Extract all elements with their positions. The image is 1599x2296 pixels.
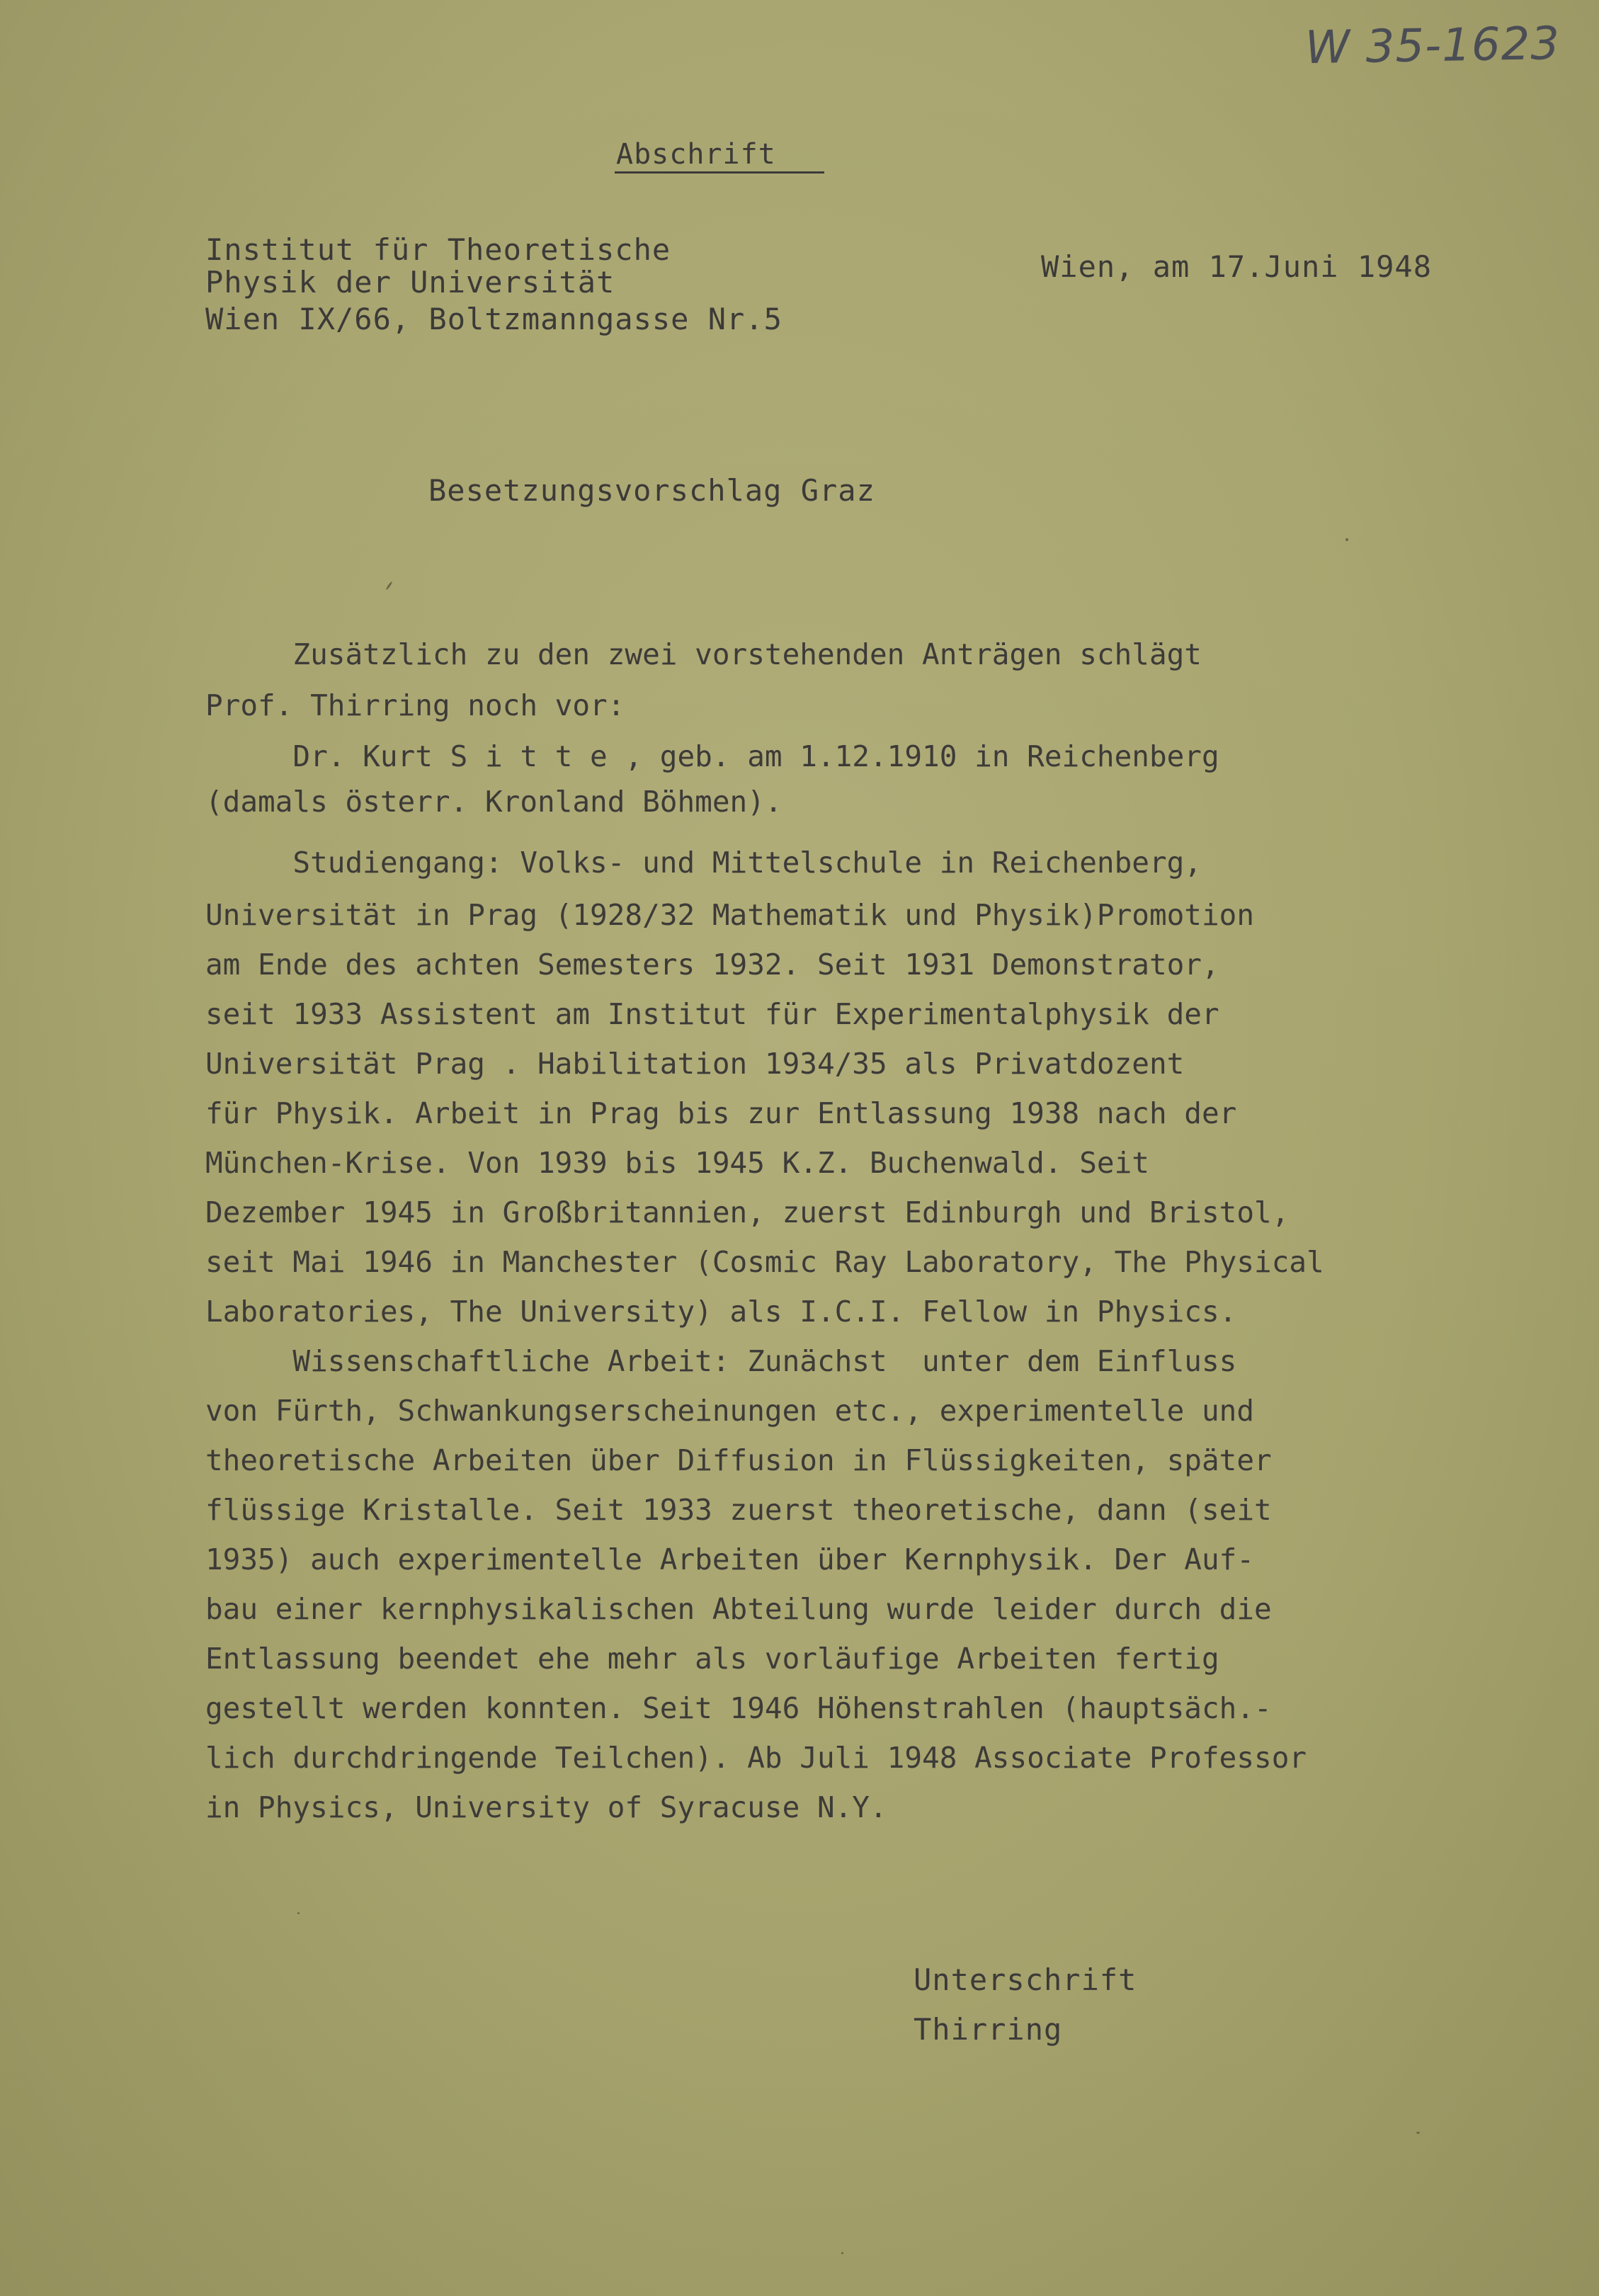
body-line: München-Krise. Von 1939 bis 1945 K.Z. Buchenwald. Seit	[205, 1146, 1149, 1180]
body-line: theoretische Arbeiten über Diffusion in Flüssigkeiten, später	[205, 1443, 1272, 1477]
body-line: (damals österr. Kronland Böhmen).	[205, 785, 783, 819]
signature-name: Thirring	[914, 2012, 1063, 2047]
body-line: Universität Prag . Habilitation 1934/35 als Privatdozent	[205, 1047, 1185, 1081]
paper-speck	[841, 2252, 843, 2254]
body-line: seit 1933 Assistent am Institut für Experimentalphysik der	[205, 997, 1219, 1031]
sender-line-3: Wien IX/66, Boltzmanngasse Nr.5	[205, 302, 783, 336]
body-line: Dr. Kurt S i t t e , geb. am 1.12.1910 in Reichenberg	[205, 739, 1219, 773]
body-line: Entlassung beendet ehe mehr als vorläufige Arbeiten fertig	[205, 1642, 1219, 1676]
paper-speck	[385, 581, 392, 590]
sender-line-1: Institut für Theoretische	[205, 232, 671, 267]
body-line: seit Mai 1946 in Manchester (Cosmic Ray Laboratory, The Physical	[205, 1245, 1324, 1279]
subject-line: Besetzungsvorschlag Graz	[428, 473, 875, 508]
body-line: Zusätzlich zu den zwei vorstehenden Anträgen schlägt	[205, 637, 1202, 671]
body-line: bau einer kernphysikalischen Abteilung wurde leider durch die	[205, 1592, 1272, 1626]
signature-label: Unterschrift	[914, 1962, 1137, 1997]
body-line: von Fürth, Schwankungserscheinungen etc., experimentelle und	[205, 1394, 1255, 1428]
paper-speck	[1416, 2132, 1420, 2134]
body-line: 1935) auch experimentelle Arbeiten über Kernphysik. Der Auf-	[205, 1542, 1255, 1576]
body-line: am Ende des achten Semesters 1932. Seit 1931 Demonstrator,	[205, 948, 1219, 982]
document-title: Abschrift	[616, 138, 776, 171]
body-line: gestellt werden konnten. Seit 1946 Höhenstrahlen (hauptsäch.-	[205, 1691, 1272, 1725]
body-line: für Physik. Arbeit in Prag bis zur Entlassung 1938 nach der	[205, 1096, 1237, 1130]
paper-speck	[1345, 538, 1348, 541]
sender-line-2: Physik der Universität	[205, 265, 615, 300]
body-line: in Physics, University of Syracuse N.Y.	[205, 1790, 887, 1824]
place-date: Wien, am 17.Juni 1948	[1041, 249, 1433, 284]
body-line: Wissenschaftliche Arbeit: Zunächst unter dem Einfluss	[205, 1344, 1237, 1378]
body-line: Universität in Prag (1928/32 Mathematik und Physik)Promotion	[205, 898, 1255, 932]
body-line: Studiengang: Volks- und Mittelschule in Reichenberg,	[205, 846, 1202, 880]
body-line: Laboratories, The University) als I.C.I. Fellow in Physics.	[205, 1295, 1237, 1329]
paper-speck	[297, 1912, 300, 1914]
archive-number: W 35-1623	[1304, 17, 1561, 75]
body-line: flüssige Kristalle. Seit 1933 zuerst theoretische, dann (seit	[205, 1493, 1272, 1527]
body-line: Dezember 1945 in Großbritannien, zuerst Edinburgh und Bristol,	[205, 1195, 1290, 1229]
title-underline	[615, 171, 824, 174]
body-line: Prof. Thirring noch vor:	[205, 688, 625, 722]
body-line: lich durchdringende Teilchen). Ab Juli 1948 Associate Professor	[205, 1741, 1307, 1775]
